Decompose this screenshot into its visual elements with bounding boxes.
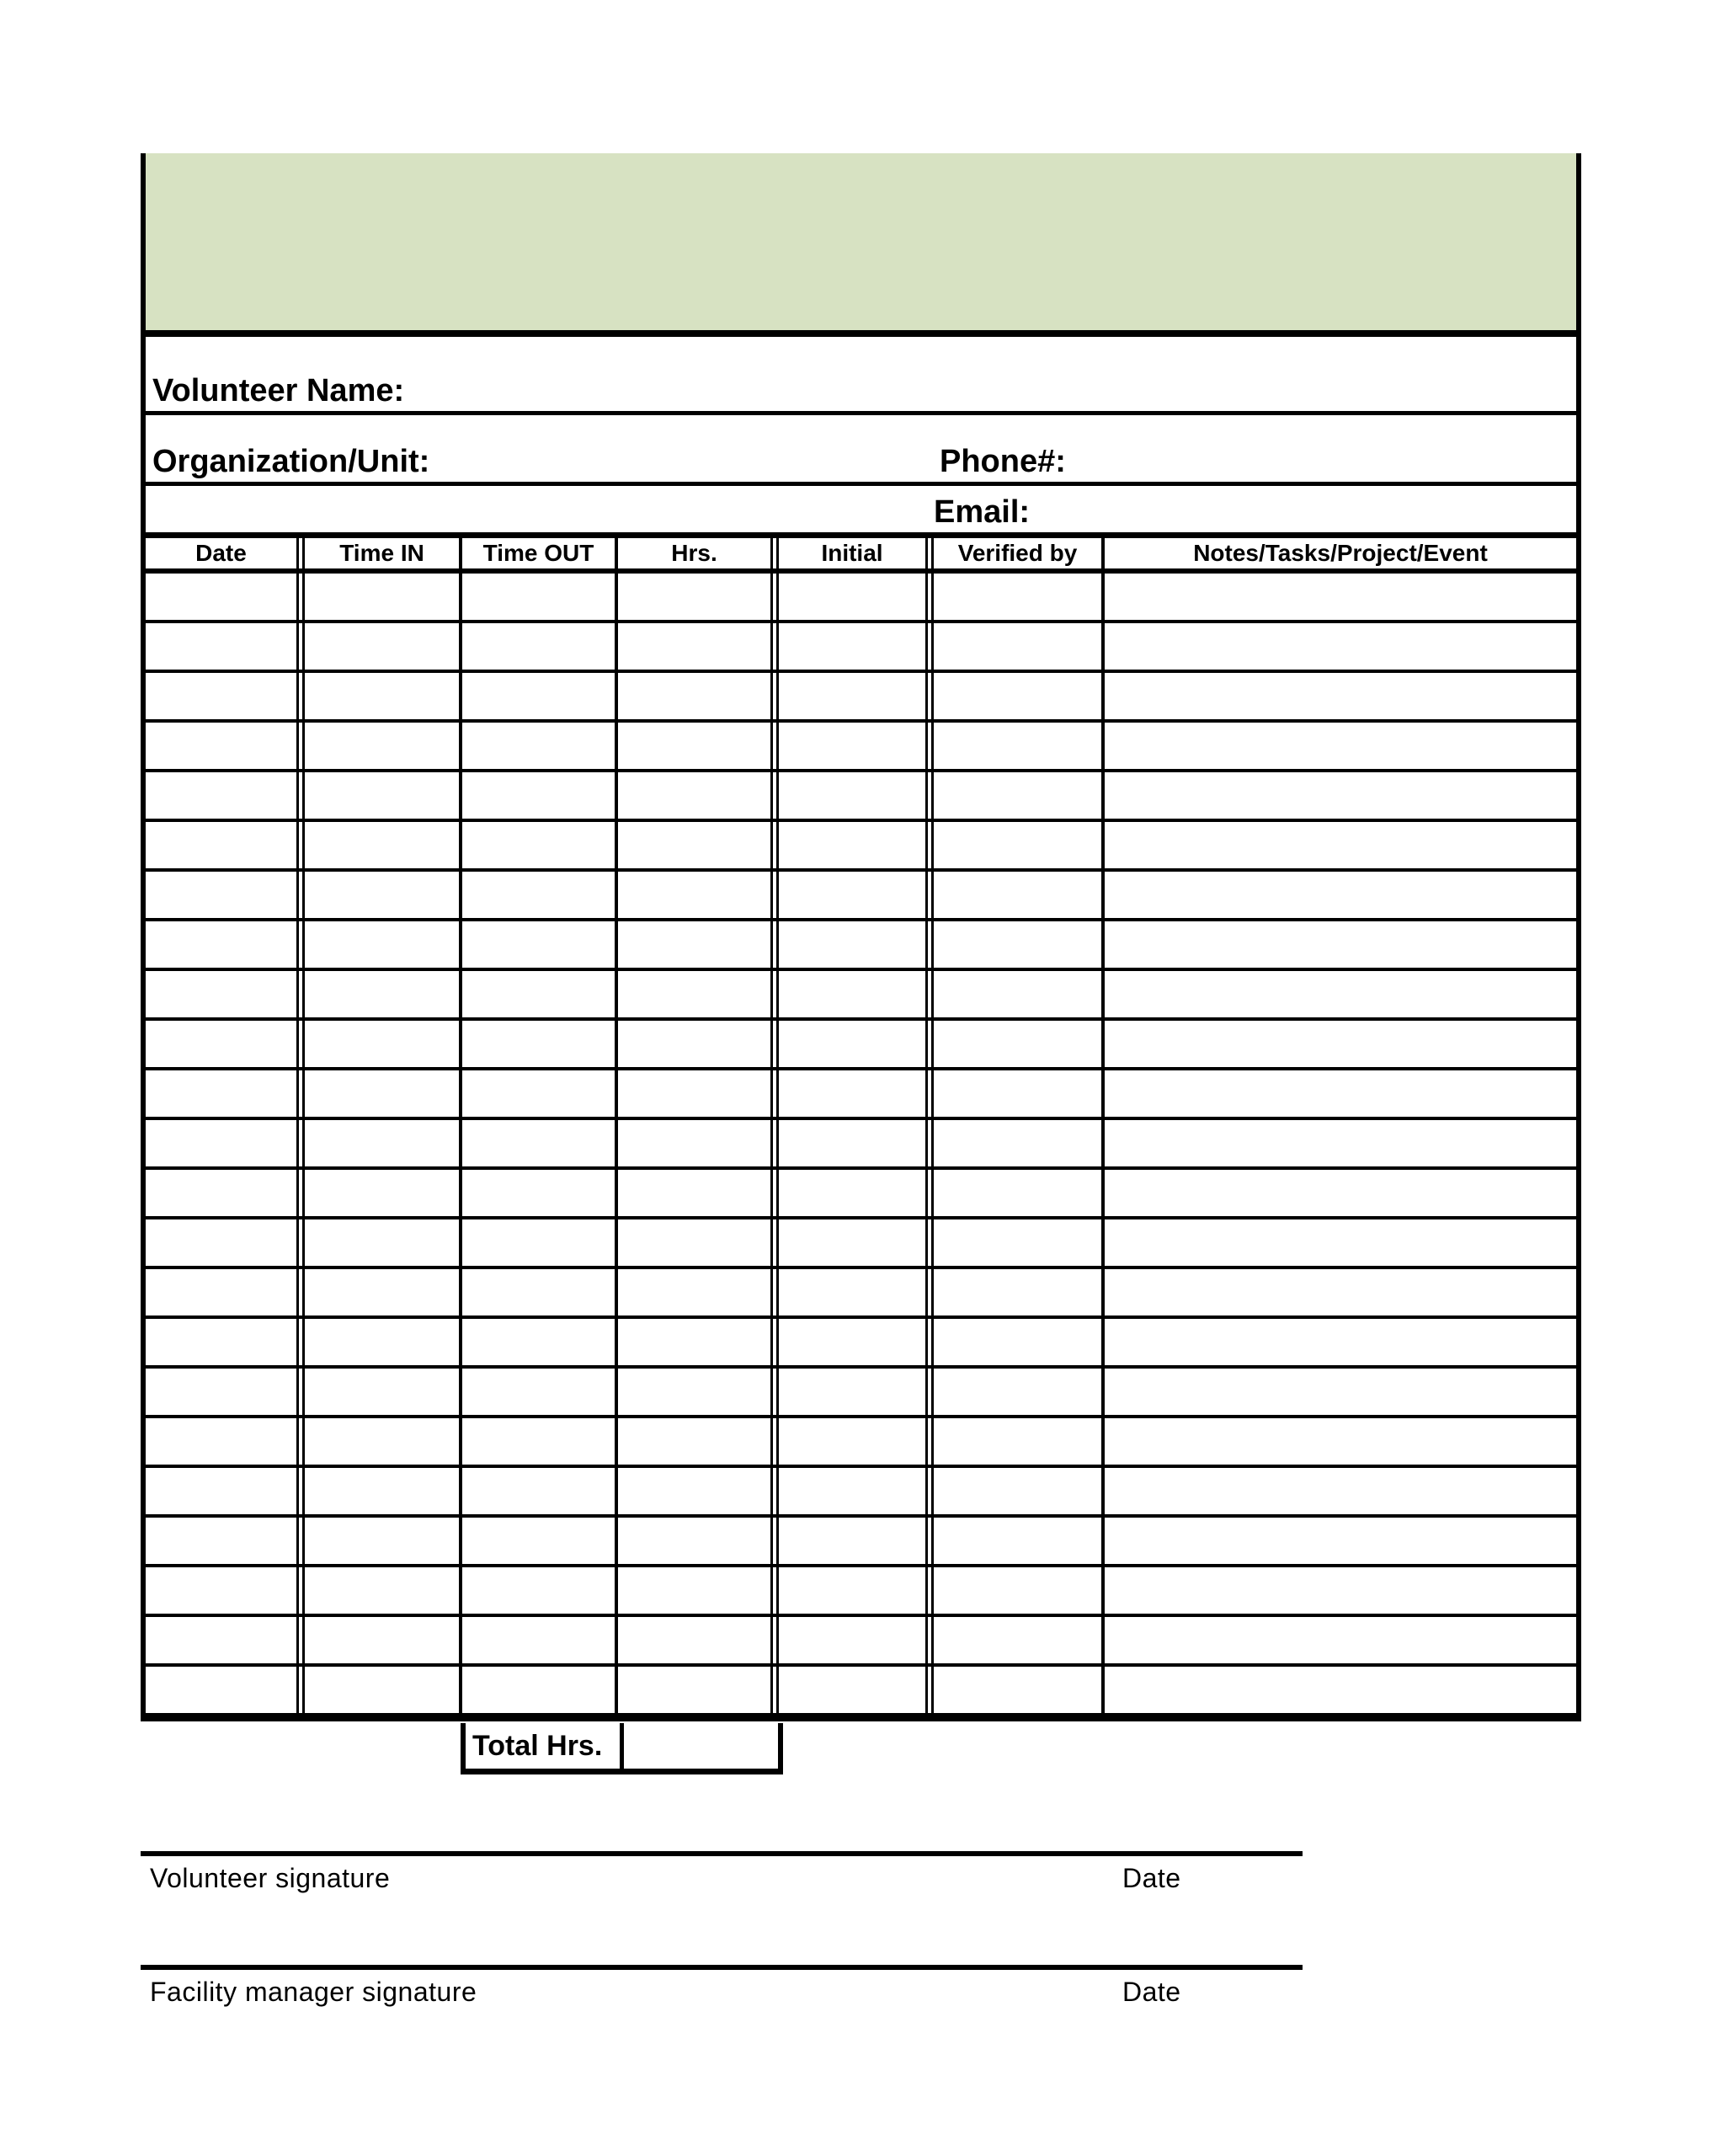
table-cell[interactable] bbox=[934, 921, 1105, 968]
table-cell[interactable] bbox=[146, 1170, 305, 1216]
table-cell[interactable] bbox=[779, 772, 934, 819]
table-cell[interactable] bbox=[305, 1617, 462, 1663]
table-cell[interactable] bbox=[305, 723, 462, 769]
table-cell[interactable] bbox=[1105, 723, 1576, 769]
table-cell[interactable] bbox=[305, 1219, 462, 1266]
table-cell[interactable] bbox=[618, 1319, 779, 1365]
table-cell[interactable] bbox=[618, 971, 779, 1017]
organization-phone-row bbox=[146, 415, 1576, 486]
total-hours-value[interactable] bbox=[624, 1723, 778, 1769]
email-row bbox=[146, 486, 1576, 532]
table-row bbox=[146, 1518, 1576, 1567]
table-cell[interactable] bbox=[305, 1120, 462, 1166]
table-cell[interactable] bbox=[305, 574, 462, 620]
volunteer-date-label: Date bbox=[1122, 1863, 1181, 1893]
table-cell[interactable] bbox=[934, 1319, 1105, 1365]
organization-label: Organization/Unit: bbox=[152, 444, 430, 479]
table-cell[interactable] bbox=[934, 822, 1105, 868]
table-cell[interactable] bbox=[1105, 1667, 1576, 1713]
table-cell[interactable] bbox=[1105, 1319, 1576, 1365]
table-cell[interactable] bbox=[618, 1219, 779, 1266]
phone-field[interactable] bbox=[1072, 419, 1568, 478]
table-cell[interactable] bbox=[146, 574, 305, 620]
table-cell[interactable] bbox=[462, 1369, 618, 1415]
organization-field[interactable] bbox=[466, 419, 929, 478]
column-header-hrs: Hrs. bbox=[618, 538, 779, 568]
table-cell[interactable] bbox=[618, 1369, 779, 1415]
table-cell[interactable] bbox=[146, 1219, 305, 1266]
table-cell[interactable] bbox=[462, 1170, 618, 1216]
table-cell[interactable] bbox=[305, 1468, 462, 1514]
table-cell[interactable] bbox=[1105, 574, 1576, 620]
table-cell[interactable] bbox=[1105, 1567, 1576, 1614]
table-cell[interactable] bbox=[146, 1369, 305, 1415]
table-cell[interactable] bbox=[462, 723, 618, 769]
table-cell[interactable] bbox=[305, 1567, 462, 1614]
table-cell[interactable] bbox=[1105, 673, 1576, 719]
column-header-verified-by: Verified by bbox=[934, 538, 1105, 568]
table-cell[interactable] bbox=[146, 1468, 305, 1514]
table-cell[interactable] bbox=[462, 971, 618, 1017]
table-cell[interactable] bbox=[934, 772, 1105, 819]
table-cell[interactable] bbox=[934, 872, 1105, 918]
table-cell[interactable] bbox=[146, 1518, 305, 1564]
table-row bbox=[146, 1021, 1576, 1070]
table-cell[interactable] bbox=[146, 1319, 305, 1365]
table-cell[interactable] bbox=[462, 623, 618, 670]
table-cell[interactable] bbox=[146, 1617, 305, 1663]
table-row bbox=[146, 1617, 1576, 1667]
table-cell[interactable] bbox=[462, 1021, 618, 1067]
email-label: Email: bbox=[934, 494, 1031, 530]
table-cell[interactable] bbox=[462, 1518, 618, 1564]
table-cell[interactable] bbox=[618, 1418, 779, 1465]
table-cell[interactable] bbox=[779, 971, 934, 1017]
table-cell[interactable] bbox=[934, 1369, 1105, 1415]
column-header-time-in: Time IN bbox=[305, 538, 462, 568]
table-cell[interactable] bbox=[779, 872, 934, 918]
table-cell[interactable] bbox=[779, 1418, 934, 1465]
volunteer-name-field[interactable] bbox=[424, 340, 1568, 408]
table-cell[interactable] bbox=[934, 971, 1105, 1017]
table-cell[interactable] bbox=[305, 1667, 462, 1713]
table-cell[interactable] bbox=[618, 1617, 779, 1663]
table-row bbox=[146, 1319, 1576, 1369]
table-cell[interactable] bbox=[779, 1269, 934, 1315]
table-cell[interactable] bbox=[1105, 872, 1576, 918]
table-cell[interactable] bbox=[146, 723, 305, 769]
table-row bbox=[146, 772, 1576, 822]
facility-manager-signature-label: Facility manager signature bbox=[150, 1977, 477, 2007]
table-row bbox=[146, 1418, 1576, 1468]
table-cell[interactable] bbox=[462, 921, 618, 968]
table-cell[interactable] bbox=[618, 1170, 779, 1216]
table-cell[interactable] bbox=[779, 1170, 934, 1216]
table-row bbox=[146, 1369, 1576, 1418]
table-cell[interactable] bbox=[305, 772, 462, 819]
table-cell[interactable] bbox=[618, 921, 779, 968]
table-cell[interactable] bbox=[618, 1120, 779, 1166]
table-cell[interactable] bbox=[305, 921, 462, 968]
table-cell[interactable] bbox=[934, 1617, 1105, 1663]
table-cell[interactable] bbox=[934, 723, 1105, 769]
table-cell[interactable] bbox=[934, 1021, 1105, 1067]
table-cell[interactable] bbox=[934, 1468, 1105, 1514]
table-cell[interactable] bbox=[934, 1518, 1105, 1564]
table-cell[interactable] bbox=[146, 971, 305, 1017]
table-row bbox=[146, 822, 1576, 872]
volunteer-name-row bbox=[146, 337, 1576, 415]
table-cell[interactable] bbox=[779, 1617, 934, 1663]
table-cell[interactable] bbox=[146, 872, 305, 918]
table-row bbox=[146, 921, 1576, 971]
table-cell[interactable] bbox=[462, 1667, 618, 1713]
table-cell[interactable] bbox=[146, 822, 305, 868]
table-cell[interactable] bbox=[1105, 971, 1576, 1017]
table-cell[interactable] bbox=[934, 623, 1105, 670]
table-cell[interactable] bbox=[1105, 822, 1576, 868]
facility-manager-signature-line[interactable] bbox=[141, 1965, 1303, 1970]
table-cell[interactable] bbox=[934, 1269, 1105, 1315]
volunteer-name-label: Volunteer Name: bbox=[152, 373, 405, 408]
table-cell[interactable] bbox=[1105, 772, 1576, 819]
table-row bbox=[146, 623, 1576, 673]
table-cell[interactable] bbox=[618, 1269, 779, 1315]
table-cell[interactable] bbox=[779, 1468, 934, 1514]
table-cell[interactable] bbox=[146, 772, 305, 819]
table-cell[interactable] bbox=[779, 1667, 934, 1713]
table-cell[interactable] bbox=[779, 822, 934, 868]
table-cell[interactable] bbox=[618, 872, 779, 918]
table-cell[interactable] bbox=[305, 1269, 462, 1315]
table-cell[interactable] bbox=[779, 723, 934, 769]
table-row bbox=[146, 1468, 1576, 1518]
table-cell[interactable] bbox=[934, 1418, 1105, 1465]
table-cell[interactable] bbox=[934, 673, 1105, 719]
table-cell[interactable] bbox=[934, 1120, 1105, 1166]
table-cell[interactable] bbox=[146, 1667, 305, 1713]
table-cell[interactable] bbox=[1105, 1468, 1576, 1514]
table-cell[interactable] bbox=[462, 1617, 618, 1663]
table-cell[interactable] bbox=[305, 1319, 462, 1365]
table-cell[interactable] bbox=[1105, 1369, 1576, 1415]
table-cell[interactable] bbox=[618, 822, 779, 868]
column-header-notes-tasks-project-event: Notes/Tasks/Project/Event bbox=[1193, 540, 1488, 566]
table-cell[interactable] bbox=[618, 623, 779, 670]
table-cell[interactable] bbox=[462, 1567, 618, 1614]
table-cell[interactable] bbox=[618, 1667, 779, 1713]
table-cell[interactable] bbox=[462, 574, 618, 620]
table-cell[interactable] bbox=[305, 822, 462, 868]
table-row bbox=[146, 1070, 1576, 1120]
table-cell[interactable] bbox=[618, 1518, 779, 1564]
table-cell[interactable] bbox=[1105, 1418, 1576, 1465]
table-cell[interactable] bbox=[305, 971, 462, 1017]
table-cell[interactable] bbox=[146, 1120, 305, 1166]
table-cell[interactable] bbox=[618, 1468, 779, 1514]
table-cell[interactable] bbox=[462, 1070, 618, 1117]
table-cell[interactable] bbox=[779, 1369, 934, 1415]
table-cell[interactable] bbox=[779, 1567, 934, 1614]
table-cell[interactable] bbox=[1105, 1518, 1576, 1564]
header-banner bbox=[146, 153, 1576, 330]
table-cell[interactable] bbox=[618, 673, 779, 719]
table-cell[interactable] bbox=[1105, 1021, 1576, 1067]
total-hours-label: Total Hrs. bbox=[466, 1723, 624, 1769]
phone-label: Phone#: bbox=[940, 444, 1066, 479]
column-header-initial: Initial bbox=[779, 538, 934, 568]
table-cell[interactable] bbox=[779, 673, 934, 719]
table-cell[interactable] bbox=[305, 673, 462, 719]
table-cell[interactable] bbox=[1105, 1269, 1576, 1315]
table-cell[interactable] bbox=[462, 822, 618, 868]
email-field[interactable] bbox=[1047, 489, 1568, 529]
table-cell[interactable] bbox=[305, 1021, 462, 1067]
table-cell[interactable] bbox=[146, 1070, 305, 1117]
table-cell[interactable] bbox=[1105, 1070, 1576, 1117]
table-cell[interactable] bbox=[779, 1120, 934, 1166]
table-cell[interactable] bbox=[146, 1021, 305, 1067]
table-cell[interactable] bbox=[1105, 921, 1576, 968]
table-cell[interactable] bbox=[779, 1070, 934, 1117]
table-cell[interactable] bbox=[934, 1567, 1105, 1614]
table-cell[interactable] bbox=[1105, 1120, 1576, 1166]
table-cell[interactable] bbox=[146, 1567, 305, 1614]
table-cell[interactable] bbox=[146, 673, 305, 719]
table-row bbox=[146, 723, 1576, 772]
table-cell[interactable] bbox=[305, 1518, 462, 1564]
table-cell[interactable] bbox=[462, 1269, 618, 1315]
column-header-date: Date bbox=[146, 538, 305, 568]
table-cell[interactable] bbox=[305, 1170, 462, 1216]
table-cell[interactable] bbox=[146, 623, 305, 670]
table-cell[interactable] bbox=[462, 872, 618, 918]
hours-table bbox=[146, 532, 1576, 1721]
table-cell[interactable] bbox=[934, 574, 1105, 620]
table-cell[interactable] bbox=[462, 772, 618, 819]
timesheet-form bbox=[141, 153, 1581, 1721]
volunteer-signature-label: Volunteer signature bbox=[150, 1863, 391, 1893]
table-row bbox=[146, 1120, 1576, 1170]
table-row bbox=[146, 1269, 1576, 1319]
table-cell[interactable] bbox=[1105, 1219, 1576, 1266]
table-cell[interactable] bbox=[305, 623, 462, 670]
table-cell[interactable] bbox=[779, 1319, 934, 1365]
table-row bbox=[146, 1567, 1576, 1617]
table-body bbox=[146, 574, 1576, 1713]
table-cell[interactable] bbox=[779, 574, 934, 620]
table-row bbox=[146, 971, 1576, 1021]
table-cell[interactable] bbox=[305, 1369, 462, 1415]
table-cell[interactable] bbox=[146, 1418, 305, 1465]
table-cell[interactable] bbox=[462, 1319, 618, 1365]
table-cell[interactable] bbox=[934, 1170, 1105, 1216]
table-row bbox=[146, 1219, 1576, 1269]
table-cell[interactable] bbox=[779, 921, 934, 968]
table-cell[interactable] bbox=[305, 1070, 462, 1117]
table-cell[interactable] bbox=[934, 1070, 1105, 1117]
table-cell[interactable] bbox=[462, 673, 618, 719]
table-cell[interactable] bbox=[934, 1219, 1105, 1266]
table-row bbox=[146, 673, 1576, 723]
facility-manager-date-label: Date bbox=[1122, 1977, 1181, 2007]
banner-bottom-rule bbox=[146, 330, 1576, 337]
total-hours-box bbox=[461, 1723, 783, 1774]
table-cell[interactable] bbox=[1105, 1170, 1576, 1216]
table-cell[interactable] bbox=[779, 1219, 934, 1266]
table-cell[interactable] bbox=[779, 623, 934, 670]
column-header-time-out: Time OUT bbox=[462, 538, 618, 568]
table-header-row bbox=[146, 538, 1576, 574]
table-cell[interactable] bbox=[618, 1070, 779, 1117]
table-cell[interactable] bbox=[462, 1120, 618, 1166]
volunteer-signature-line[interactable] bbox=[141, 1851, 1303, 1856]
table-cell[interactable] bbox=[462, 1219, 618, 1266]
table-row bbox=[146, 1667, 1576, 1713]
table-cell[interactable] bbox=[462, 1468, 618, 1514]
table-cell[interactable] bbox=[618, 772, 779, 819]
table-cell[interactable] bbox=[779, 1021, 934, 1067]
table-cell[interactable] bbox=[146, 1269, 305, 1315]
table-cell[interactable] bbox=[305, 1418, 462, 1465]
table-row bbox=[146, 1170, 1576, 1219]
table-cell[interactable] bbox=[1105, 623, 1576, 670]
table-row bbox=[146, 574, 1576, 623]
table-cell[interactable] bbox=[779, 1518, 934, 1564]
table-cell[interactable] bbox=[462, 1418, 618, 1465]
table-row bbox=[146, 872, 1576, 921]
table-cell[interactable] bbox=[934, 1667, 1105, 1713]
table-cell[interactable] bbox=[146, 921, 305, 968]
table-cell[interactable] bbox=[1105, 1617, 1576, 1663]
table-cell[interactable] bbox=[618, 723, 779, 769]
table-cell[interactable] bbox=[305, 872, 462, 918]
table-cell[interactable] bbox=[618, 1567, 779, 1614]
table-cell[interactable] bbox=[618, 1021, 779, 1067]
table-cell[interactable] bbox=[618, 574, 779, 620]
